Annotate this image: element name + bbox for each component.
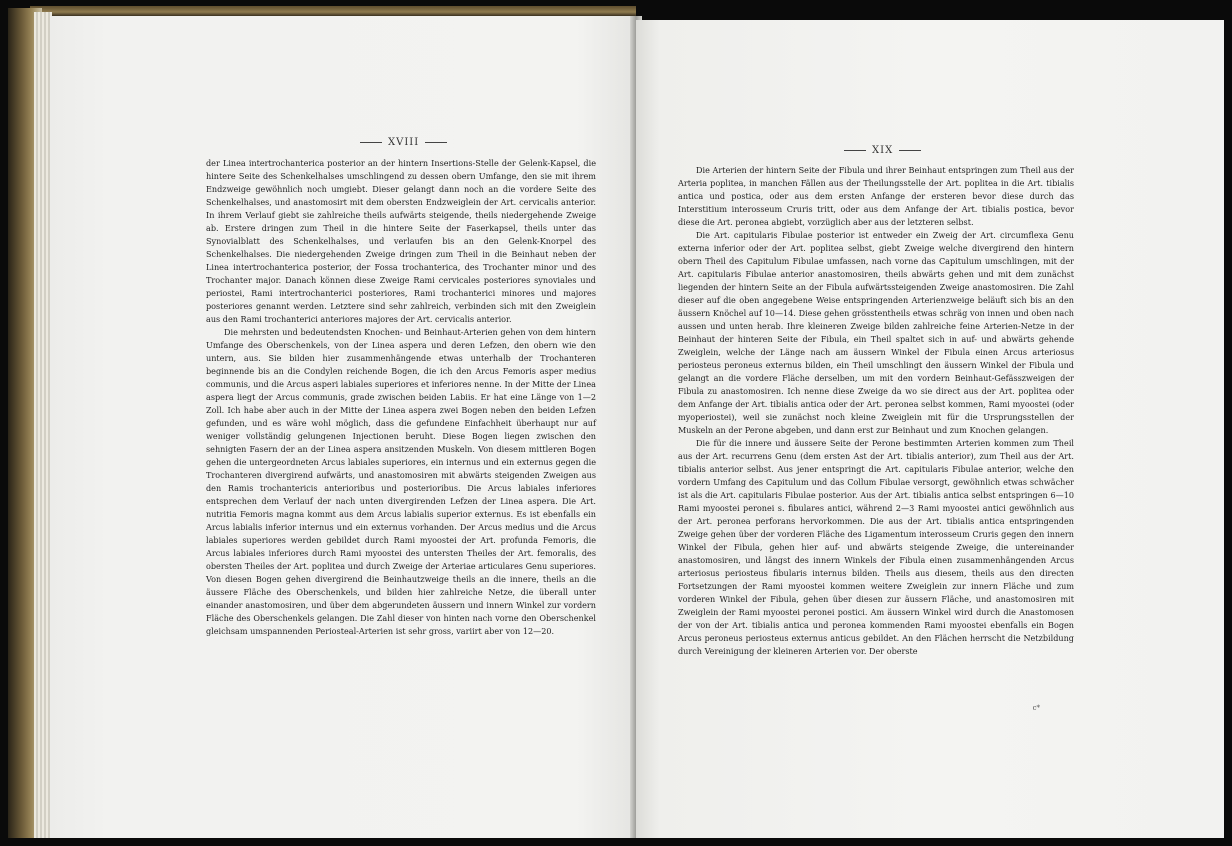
book-cover-edge bbox=[30, 6, 636, 16]
right-page-body bbox=[678, 164, 1074, 658]
right-page bbox=[636, 20, 1224, 838]
right-page-number-text: XIX bbox=[872, 145, 894, 156]
paragraph: Die Arterien der hintern Seite der Fibula und ihrer Beinhaut entspringen zum Theil aus der Arteria poplitea, in manchen Fällen aus der Theilungsstelle der Art. poplitea in die Art. tibialis antica und postica, oder aus dem ersten Anfange der ersteren bevor diese durch das Interstitium interosseum Cruris tritt, oder aus dem Anfange der Art. tibialis postica, bevor diese die Art. peronea abgiebt, vorzüglich aber aus der letzteren selbst. bbox=[678, 165, 1074, 227]
page-number-rule bbox=[899, 150, 921, 151]
left-page-number-text: XVIII bbox=[388, 137, 420, 148]
page-number-rule bbox=[360, 142, 382, 143]
paragraph: Die für die innere und äussere Seite der Perone bestimmten Arterien kommen zum Theil aus der Art. recurrens Genu (dem ersten Ast der Art. tibialis anterior), zum Theil aus der Art. tibialis anterior selbst. Aus jener entspringt die Art. capitularis Fibulae anterior, welche den vordern Umfang des Capitulum und das Collum Fibulae versorgt, gewöhnlich etwas schwächer ist als die Art. capitularis Fibulae posterior. Aus der Art. tibialis antica selbst entspringen 6—10 Rami myoostei peronei s. fibulares antici, während 2—3 Rami myoostei antici gewöhnlich aus der Art. peronea perforans hervorkommen. Die aus der Art. tibialis antica entspringenden Zweige gehen über der vorderen Fläche des Ligamentum interosseum Cruris gegen den innern Winkel der Fibula, gehen hier auf- und abwärts steigende Zweige, die untereinander anastomosiren, und längst des innern Winkels der Fibula einen zusammenhängenden Arcus arteriosus periosteus fibularis internus bilden. Theils aus diesem, theils aus den directen Fortsetzungen der Rami myoostei kommen weitere Zweiglein zur innern Fläche und zum vorderen Winkel der Fibula, gehen über diesen zur äussern Fläche, und anastomosiren mit Zweiglein der Rami myoostei peronei postici. Am äussern Winkel wird durch die Anastomosen der von der Art. tibialis antica und peronea kommenden Rami myoostei ebenfalls ein Bogen Arcus peroneus periosteus externus anticus gebildet. An den Flächen herrscht die Netzbildung durch Vereinigung der kleineren Arterien vor. Der oberste bbox=[678, 438, 1074, 656]
right-page-number bbox=[844, 145, 921, 156]
left-page-body bbox=[206, 157, 596, 638]
paragraph: Die Art. capitularis Fibulae posterior ist entweder ein Zweig der Art. circumflexa Genu externa inferior oder der Art. poplitea selbst, giebt Zweige welche divergirend den hintern obern Theil des Capitulum Fibulae umfassen, nach vorne das Capitulum umschlingen, mit der Art. capitularis Fibulae anterior anastomosiren, theils abwärts gehen und mit dem zunächst liegenden der hintern Seite an der Fibula aufwärtssteigenden Zweige anastomosiren. Die Zahl dieser auf die oben angegebene Weise entspringenden Arterienzweige beläuft sich bis an den äussern Knöchel auf 10—14. Diese gehen grösstentheils etwas schräg von innen und oben nach aussen und unten herab. Ihre kleineren Zweige bilden zahlreiche feine Arterien-Netze in der Beinhaut der hinteren Seite der Fibula, ein Theil spaltet sich in auf- und abwärts gehende Zweiglein, welche der Länge nach am äussern Winkel der Fibula einen Arcus arteriosus periosteus peroneus externus bilden, ein Theil umschlingt den äussern Winkel der Fibula und gelangt an die vordere Fläche derselben, um mit den vordern Beinhaut-Gefässzweigen der Fibula zu anastomosiren. Ich nenne diese Zweige da wo sie direct aus der Art. poplitea oder dem Anfange der Art. tibialis antica oder der Art. peronea selbst kommen, Rami myoostei (oder myoperiostei), weil sie zunächst noch kleine Zweiglein mit für die Ursprungsstellen der Muskeln an der Perone abgeben, und dann erst zur Beinhaut und zum Knochen gelangen. bbox=[678, 230, 1074, 435]
left-page-number bbox=[360, 137, 447, 148]
paragraph: Die mehrsten und bedeutendsten Knochen- und Beinhaut-Arterien gehen von dem hintern Umfange des Oberschenkels, von der Linea aspera und deren Lefzen, den obern wie den untern, aus. Sie bilden hier zusammenhängende etwas unterhalb der Trochanteren beginnende bis an die Condylen reichende Bogen, die ich den Arcus Femoris asper medius communis, und die Arcus asperi labiales superiores et inferiores nenne. In der Mitte der Linea aspera liegt der Arcus communis, grade zwischen beiden Labiis. Er hat eine Länge von 1—2 Zoll. Ich habe aber auch in der Mitte der Linea aspera zwei Bogen neben den beiden Lefzen gefunden, und es wäre wohl möglich, dass die gefundene Einfachheit überhaupt nur auf weniger vollständig gelungenen Injectionen beruht. Diese Bogen liegen zwischen den sehnigten Fasern der an der Linea aspera ansitzenden Muskeln. Von diesem mittleren Bogen gehen die untergeordneten Arcus labiales superiores, ein internus und ein externus gegen die Trochanteren divergirend aufwärts, und anastomosiren mit abwärts steigenden Zweigen aus den Ramis trochantericis anterioribus und posterioribus. Die Arcus labiales inferiores entsprechen dem Verlauf der nach unten divergirenden Lefzen der Linea aspera. Die Art. nutritia Femoris magna kommt aus dem Arcus labialis superior externus. Es ist ebenfalls ein Arcus labialis inferior internus und ein externus vorhanden. Der Arcus medius und die Arcus labiales superiores werden gebildet durch Rami myoostei der Art. profunda Femoris, die Arcus labiales inferiores durch Rami myoostei des untersten Theiles der Art. femoralis, des obersten Theiles der Art. poplitea und durch Zweige der Arteriae articulares Genu superiores. Von diesen Bogen gehen divergirend die Beinhautzweige theils an die innere, theils an die äussere Fläche des Oberschenkels, und bilden hier zahlreiche Netze, die überall unter einander anastomosiren, und über dem abgerundeten äussern und innern Winkel zur vordern Fläche des Oberschenkels gelangen. Die Zahl dieser von hinten nach vorne den Oberschenkel gleichsam umspannenden Periosteal-Arterien ist sehr gross, variirt aber von 12—20. bbox=[206, 327, 596, 636]
left-page bbox=[50, 16, 636, 838]
page-number-rule bbox=[425, 142, 447, 143]
signature-mark: c* bbox=[1032, 704, 1040, 712]
paragraph: der Linea intertrochanterica posterior an der hintern Insertions-Stelle der Gelenk-Kapsel, die hintere Seite des Schenkelhalses umschlingend zu dessen obern Umfange, den sie mit ihrem Endzweige gewöhnlich noch umgiebt. Dieser gelangt dann noch an die vordere Seite des Schenkelhalses, und anastomosirt mit dem obersten Endzweiglein der Art. cervicalis anterior. In ihrem Verlauf giebt sie zahlreiche theils aufwärts steigende, theils niedergehende Zweige ab. Erstere dringen zum Theil in die hintere Seite der Faserkapsel, theils unter das Synovialblatt des Schenkelhalses, und verlaufen bis an den Gelenk-Knorpel des Schenkelhalses. Die niedergehenden Zweige dringen zum Theil in die Beinhaut neben der Linea intertrochanterica posterior, der Fossa trochanterica, des Trochanter minor und des Trochanter major. Danach können diese Zweige Rami cervicales posteriores synoviales und periostei, Rami intertrochanterici posteriores, Rami trochanterici minores und majores posteriores genannt werden. Letztere sind sehr zahlreich, verbinden sich mit den Zweiglein aus den Rami trochanterici anteriores majores der Art. cervicalis anterior. bbox=[206, 158, 596, 324]
page-number-rule bbox=[844, 150, 866, 151]
